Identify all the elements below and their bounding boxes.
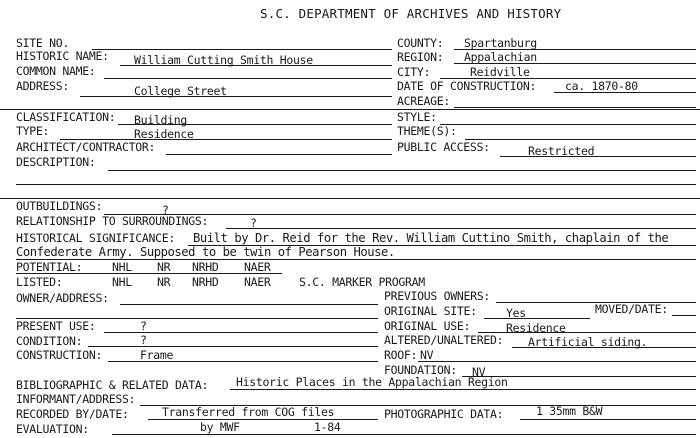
owner-line-1 bbox=[120, 304, 378, 305]
acreage-label: ACREAGE: bbox=[397, 94, 450, 108]
moved-date-line bbox=[672, 315, 696, 316]
recorded-line bbox=[148, 419, 378, 420]
county-label: COUNTY: bbox=[397, 36, 444, 50]
original-site-label: ORIGINAL SITE: bbox=[384, 304, 477, 318]
style-line bbox=[440, 124, 696, 125]
classification-line bbox=[118, 124, 392, 125]
foundation-value: NV bbox=[472, 365, 486, 379]
address-label: ADDRESS: bbox=[16, 79, 69, 93]
potential-line bbox=[16, 273, 282, 274]
outbuildings-label: OUTBUILDINGS: bbox=[16, 199, 103, 213]
evaluation-label: EVALUATION: bbox=[16, 422, 89, 436]
architect-line bbox=[166, 154, 392, 155]
original-use-line bbox=[478, 332, 696, 333]
photographic-label: PHOTOGRAPHIC DATA: bbox=[384, 407, 504, 421]
condition-line bbox=[88, 346, 378, 347]
original-site-line bbox=[484, 318, 590, 319]
description-label: DESCRIPTION: bbox=[16, 155, 96, 169]
previous-owners-label: PREVIOUS OWNERS: bbox=[384, 289, 490, 303]
address-line bbox=[80, 96, 392, 97]
construction-line bbox=[108, 361, 378, 362]
significance-text-1: Built by Dr. Reid for the Rev. William Cuttino Smith, chaplain of the bbox=[193, 231, 669, 245]
region-line bbox=[454, 63, 696, 64]
informant-label: INFORMANT/ADDRESS: bbox=[16, 392, 136, 406]
section-divider-2 bbox=[0, 198, 700, 199]
marker-program: S.C. MARKER PROGRAM bbox=[299, 275, 425, 289]
roof-label: ROOF: bbox=[384, 348, 418, 362]
foundation-label: FOUNDATION: bbox=[384, 363, 457, 377]
relationship-value: ? bbox=[250, 216, 257, 230]
moved-date-label: MOVED/DATE: bbox=[595, 302, 668, 316]
present-use-label: PRESENT USE: bbox=[16, 319, 96, 333]
altered-value: Artificial siding. bbox=[528, 335, 648, 349]
date-construction-value: ca. 1870-80 bbox=[565, 79, 638, 93]
public-access-label: PUBLIC ACCESS: bbox=[397, 140, 490, 154]
construction-value: Frame bbox=[140, 348, 174, 362]
listed-label: LISTED: bbox=[16, 275, 63, 289]
common-name-label: COMMON NAME: bbox=[16, 64, 96, 78]
historic-name-line bbox=[120, 65, 392, 66]
potential-nr: NR bbox=[157, 260, 171, 274]
photographic-line bbox=[520, 419, 696, 420]
significance-label: HISTORICAL SIGNIFICANCE: bbox=[16, 231, 175, 245]
listed-nr: NR bbox=[157, 275, 171, 289]
city-value: Reidville bbox=[470, 65, 530, 79]
relationship-line bbox=[226, 228, 696, 229]
listed-nrhd: NRHD bbox=[192, 275, 219, 289]
potential-nhl: NHL bbox=[112, 260, 132, 274]
page-title: S.C. DEPARTMENT OF ARCHIVES AND HISTORY bbox=[260, 6, 562, 21]
recorded-label: RECORDED BY/DATE: bbox=[16, 407, 129, 421]
photographic-value: 1 35mm B&W bbox=[536, 404, 603, 418]
city-label: CITY: bbox=[397, 65, 431, 79]
construction-label: CONSTRUCTION: bbox=[16, 348, 103, 362]
original-site-value: Yes bbox=[506, 306, 526, 320]
owner-label: OWNER/ADDRESS: bbox=[16, 291, 109, 305]
site-no-label: SITE NO. bbox=[16, 36, 69, 50]
potential-naer: NAER bbox=[244, 260, 271, 274]
evaluation-line bbox=[112, 434, 696, 435]
listed-nhl: NHL bbox=[112, 275, 132, 289]
public-access-value: Restricted bbox=[528, 144, 595, 158]
date-construction-label: DATE OF CONSTRUCTION: bbox=[397, 79, 537, 93]
relationship-label: RELATIONSHIP TO SURROUNDINGS: bbox=[16, 214, 209, 228]
evaluation-by: by MWF bbox=[200, 420, 240, 434]
outbuildings-value: ? bbox=[162, 203, 169, 217]
region-label: REGION: bbox=[397, 50, 444, 64]
date-construction-line bbox=[554, 92, 696, 93]
bibliographic-line bbox=[230, 389, 696, 390]
type-value: Residence bbox=[134, 127, 194, 141]
original-use-label: ORIGINAL USE: bbox=[384, 319, 471, 333]
potential-label: POTENTIAL: bbox=[16, 260, 83, 274]
bibliographic-label: BIBLIOGRAPHIC & RELATED DATA: bbox=[16, 378, 209, 392]
type-label: TYPE: bbox=[16, 124, 50, 138]
evaluation-date: 1-84 bbox=[314, 420, 341, 434]
region-value: Appalachian bbox=[464, 50, 537, 64]
address-value: College Street bbox=[134, 84, 227, 98]
themes-line bbox=[465, 139, 696, 140]
classification-value: Building bbox=[134, 113, 187, 127]
condition-value: ? bbox=[140, 333, 147, 347]
architect-label: ARCHITECT/CONTRACTOR: bbox=[16, 140, 156, 154]
description-line-2 bbox=[16, 184, 696, 185]
site-no-line bbox=[92, 49, 392, 50]
condition-label: CONDITION: bbox=[16, 334, 83, 348]
altered-line bbox=[512, 347, 696, 348]
recorded-value: Transferred from COG files bbox=[162, 405, 335, 419]
style-label: STYLE: bbox=[397, 110, 437, 124]
acreage-line bbox=[454, 107, 696, 108]
classification-label: CLASSIFICATION: bbox=[16, 110, 116, 124]
historic-name-label: HISTORIC NAME: bbox=[16, 49, 109, 63]
county-value: Spartanburg bbox=[464, 36, 537, 50]
roof-value: NV bbox=[420, 348, 434, 362]
roof-line bbox=[418, 361, 696, 362]
themes-label: THEME(S): bbox=[397, 124, 457, 138]
bibliographic-value: Historic Places in the Appalachian Region bbox=[236, 375, 508, 389]
description-line-1 bbox=[108, 170, 696, 171]
significance-text-2: Confederate Army. Supposed to be twin of Pearson House. bbox=[16, 245, 395, 259]
public-access-line bbox=[500, 156, 696, 157]
listed-naer: NAER bbox=[244, 275, 271, 289]
present-use-value: ? bbox=[140, 319, 147, 333]
original-use-value: Residence bbox=[506, 321, 566, 335]
altered-label: ALTERED/UNALTERED: bbox=[384, 333, 504, 347]
common-name-line bbox=[104, 78, 392, 79]
potential-nrhd: NRHD bbox=[192, 260, 219, 274]
historic-name-value: William Cutting Smith House bbox=[134, 53, 313, 67]
